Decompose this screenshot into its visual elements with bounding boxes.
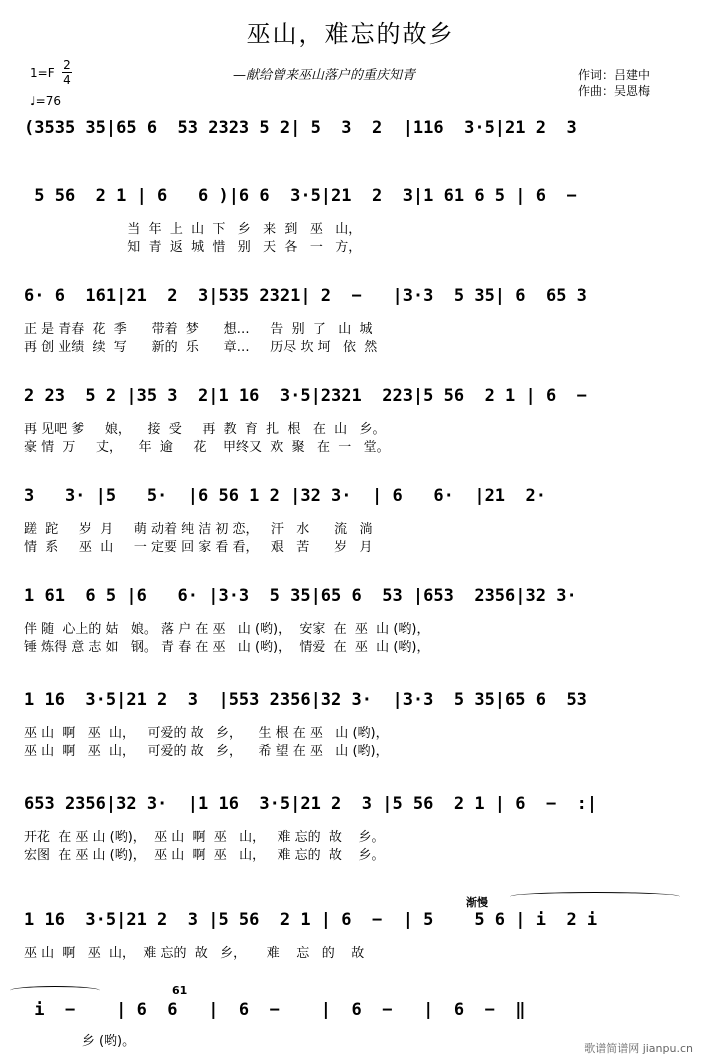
- lyricist-credit: 作词：吕建中: [578, 68, 651, 82]
- song-subtitle: —献给曾来巫山落户的重庆知青: [233, 68, 416, 83]
- watermark: 歌谱简谱网 jianpu.cn: [584, 1042, 693, 1055]
- notation-line: 6· 6 161|21 2 3|535 2321| 2 − |3·3 5 35| 6 65 3: [24, 286, 598, 306]
- time-signature: [62, 58, 72, 87]
- notation-line: 5 56 2 1 | 6 6 )|6 6 3·5|21 2 3|1 61 6 5 | 6 −: [24, 186, 618, 206]
- notation-line: 1 16 3·5|21 2 3 |5 56 2 1 | 6 − | 5 5 6 | i 2 i: [24, 910, 608, 930]
- composer-credit: 作曲：吴恩梅: [578, 84, 651, 98]
- tie-slur: [10, 986, 100, 995]
- lyric-line-verse-1: 巫 山 啊 巫 山， 可爱的 故 乡， 生 根 在 巫 山 (哟)，: [24, 726, 389, 741]
- time-signature-bottom: 4: [63, 73, 71, 87]
- lyric-line-verse-1: 正 是 青春 花 季 带着 梦 想… 告 别 了 山 城: [24, 322, 373, 337]
- lyric-line-verse-2: 宏图 在 巫 山 (哟)， 巫 山 啊 巫 山， 难 忘的 故 乡。: [24, 848, 385, 863]
- lyric-line-verse-2: 豪 情 万 丈， 年 逾 花 甲终又 欢 聚 在 一 堂。: [24, 440, 390, 455]
- lyric-line-verse-2: 巫 山 啊 巫 山， 可爱的 故 乡， 希 望 在 巫 山 (哟)，: [24, 744, 389, 759]
- lyric-line-verse-1: 当 年 上 山 下 乡 来 到 巫 山，: [24, 222, 362, 237]
- key-signature: 1=F: [30, 66, 55, 80]
- grace-note-marking: 61: [172, 984, 188, 997]
- notation-line: 653 2356|32 3· |1 16 3·5|21 2 3 |5 56 2 1 | 6 − :|: [24, 794, 598, 814]
- song-title: 巫山，难忘的故乡: [246, 20, 455, 48]
- lyric-line-verse-2: 知 青 返 城 惜 别 天 各 一 方，: [24, 240, 362, 255]
- lyric-line-verse-1: 蹉 跎 岁 月 萌 动着 纯 洁 初 恋， 汗 水 流 淌: [24, 522, 373, 537]
- notation-line: 1 16 3·5|21 2 3 |553 2356|32 3· |3·3 5 35|65 6 53: [24, 690, 598, 710]
- ritardando-marking: 渐慢: [466, 896, 488, 909]
- notation-line: 3 3· |5 5· |6 56 1 2 |32 3· | 6 6· |21 2·: [24, 486, 587, 506]
- notation-line: (3535 35|65 6 53 2323 5 2| 5 3 2 |116 3·5|21 2 3: [24, 118, 587, 138]
- lyric-line-verse-2: 锤 炼得 意 志 如 钢。 青 春 在 巫 山 (哟)， 情爱 在 巫 山 (哟)，: [24, 640, 430, 655]
- lyric-line-verse-2: 情 系 巫 山 一 定要 回 家 看 看， 艰 苦 岁 月: [24, 540, 373, 555]
- notation-line: i − | 6 6 | 6 − | 6 − | 6 − ‖: [24, 1000, 526, 1020]
- tempo-marking: ♩=76: [30, 94, 61, 108]
- lyric-line-verse-1: 巫 山 啊 巫 山， 难 忘的 故 乡， 难 忘 的 故: [24, 946, 365, 961]
- lyric-line-verse-1: 再 见吧 爹 娘， 接 受 再 教 育 扎 根 在 山 乡。: [24, 422, 386, 437]
- fermata-slur: [510, 892, 680, 901]
- lyric-line-verse-1: 伴 随 心上的 姑 娘。 落 户 在 巫 山 (哟)， 安家 在 巫 山 (哟)，: [24, 622, 430, 637]
- lyric-line-verse-2: 再 创 业绩 续 写 新的 乐 章… 历尽 坎 坷 依 然: [24, 340, 378, 355]
- lyric-line-verse-1: 开花 在 巫 山 (哟)， 巫 山 啊 巫 山， 难 忘的 故 乡。: [24, 830, 385, 845]
- lyric-line-verse-1: 乡 (哟)。: [24, 1034, 136, 1049]
- time-signature-top: 2: [63, 58, 71, 72]
- notation-line: 1 61 6 5 |6 6· |3·3 5 35|65 6 53 |653 2356|32 3·: [24, 586, 598, 606]
- notation-line: 2 23 5 2 |35 3 2|1 16 3·5|2321 223|5 56 2 1 | 6 −: [24, 386, 639, 406]
